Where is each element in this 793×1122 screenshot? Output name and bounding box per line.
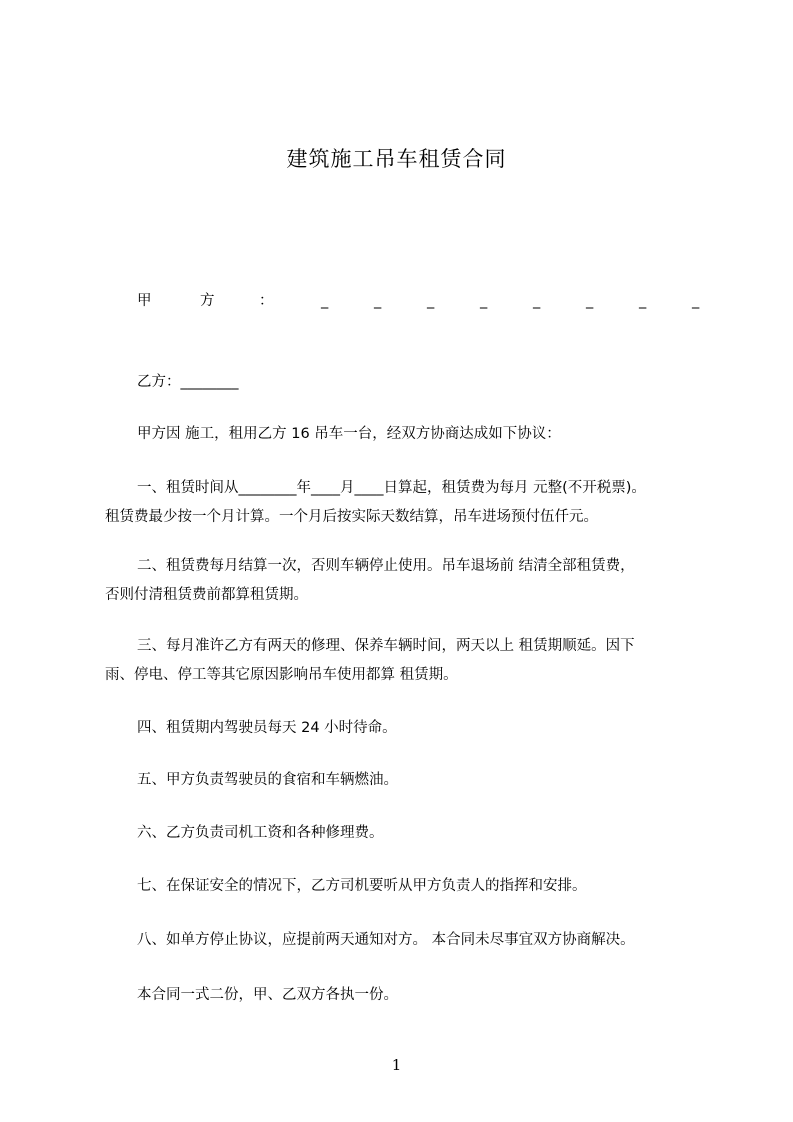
party-b-line: 乙方：________: [137, 374, 239, 390]
intro-paragraph: 甲方因 施工，租用乙方 16 吊车一台，经双方协商达成如下协议：: [137, 426, 561, 442]
page-number: 1: [391, 1056, 402, 1074]
clause-3-line-1: 三、每月准许乙方有两天的修理、保养车辆时间，两天以上 租赁期顺延。因下: [137, 638, 635, 654]
clause-8: 八、如单方停止协议，应提前两天通知对方。 本合同未尽事宜双方协商解决。: [137, 932, 635, 948]
clause-2-line-1: 二、租赁费每月结算一次，否则车辆停止使用。吊车退场前 结清全部租赁费，: [137, 558, 635, 574]
clause-1-line-1: 一、租赁时间从________年____月____日算起，租赁费为每月 元整(不开税票)。: [137, 480, 646, 496]
party-a-blank-mark: _: [427, 293, 435, 309]
closing-paragraph: 本合同一式二份，甲、乙双方各执一份。: [137, 987, 398, 1003]
party-a-blank-mark: _: [639, 293, 647, 309]
clause-2: [105, 552, 705, 610]
party-a-line: [137, 289, 707, 313]
clause-7: 七、在保证安全的情况下，乙方司机要听从甲方负责人的指挥和安排。: [137, 878, 587, 894]
party-a-blank-mark: _: [586, 293, 594, 309]
clause-4: 四、租赁期内驾驶员每天 24 小时待命。: [137, 720, 397, 736]
document-title: 建筑施工吊车租赁合同: [286, 147, 507, 171]
party-a-char-2: 方: [200, 293, 215, 309]
clause-3-line-2: 雨、停电、停工等其它原因影响吊车使用都算 租赁期。: [105, 667, 458, 683]
clause-1-line-2: 租赁费最少按一个月计算。一个月后按实际天数结算，吊车进场预付伍仟元。: [105, 509, 598, 525]
party-a-blank-mark: _: [480, 293, 488, 309]
party-a-blank-mark: _: [321, 293, 329, 309]
party-a-colon: ：: [259, 293, 274, 309]
clause-3: [105, 632, 705, 690]
clause-1: [105, 474, 705, 532]
party-a-char-1: 甲: [137, 293, 152, 309]
clause-6: 六、乙方负责司机工资和各种修理费。: [137, 825, 384, 841]
clause-5: 五、甲方负责驾驶员的食宿和车辆燃油。: [137, 772, 398, 788]
clause-2-line-2: 否则付清租赁费前都算租赁期。: [105, 587, 308, 603]
party-a-blank-mark: _: [533, 293, 541, 309]
party-a-blank-mark: _: [692, 293, 700, 309]
party-a-blank-mark: _: [374, 293, 382, 309]
